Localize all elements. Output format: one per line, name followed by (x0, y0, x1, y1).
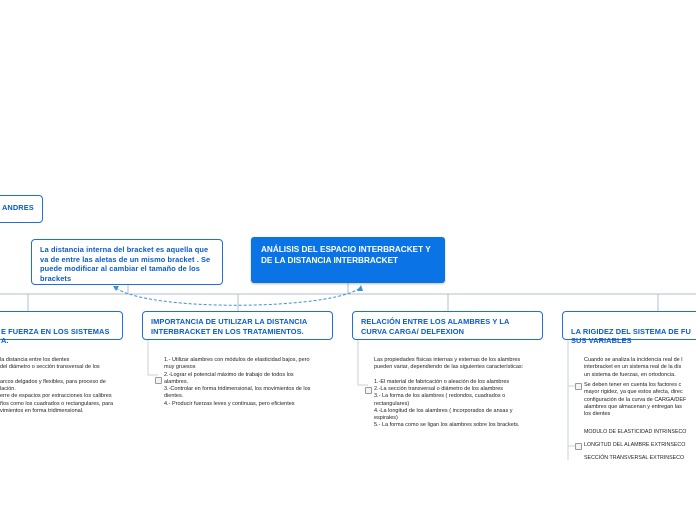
definition-text: La distancia interna del bracket es aquella que va de entre las aletas de un mismo bracket . Se puede modificar al cambiar el tamaño de los brackets (40, 245, 211, 283)
central-topic[interactable] (251, 237, 445, 283)
branch-fuerza-sistemas[interactable] (0, 311, 123, 346)
leaf-seccion-transversal[interactable]: SECCIÓN TRANSVERSAL EXTRINSECO (584, 455, 685, 461)
branch-relacion-alambres-text: Las propiedades físicas internas y externas de los alambres pueden variar, dependiendo de las siguientes características: 1.-El material de fabricación o aleación de los alambres 2.-La sección transversal o diámetro de los alambres 3.- La forma de los alambres ( redondos, cuadrados o rectangulares) 4.-La longitud de los alambres ( incorporados de ansas y espirales) 5.- La forma como se ligan los alambres sobre los brackets. (374, 357, 524, 429)
leaf-longitud-alambre[interactable]: LONGITUD DEL ALAMBRE EXTRINSECO (584, 442, 686, 448)
branch-importancia-title: IMPORTANCIA DE UTILIZAR LA DISTANCIA INTERBRACKET EN LOS TRATAMIENTOS. (151, 317, 308, 336)
branch-rigidez-sistema[interactable] (562, 311, 696, 346)
branch-fuerza-sistemas-text: la distancia entre los dientes del diámetro o sección transversal de los arcos delgados y flexibles, para proceso de lación. erre de espacios por extracciones los calibres ños como los cuadrados o rectangulares, para vimientos en forma tridimensional. (0, 357, 114, 414)
branch-rigidez-text-2: Se deben tener en cuenta los factores c mayor rigidez, ya que estos afecta, direc configuración de la curva de CARGA/DEF alambres que almacenan y entregan las los dientes (584, 382, 687, 417)
branch-rigidez-sistema-title: LA RIGIDEZ DEL SISTEMA DE FU SUS VARIABLES (571, 326, 691, 346)
andres-node[interactable] (0, 195, 43, 223)
note-checkbox-icon[interactable] (155, 377, 162, 384)
branch-rigidez-text-1: Cuando se analiza la incidencia real de l interbracket en un sistema real de la dis un sistema de fuerzas, en ortodoncia. (584, 357, 683, 378)
branch-relacion-alambres-title: RELACIÓN ENTRE LOS ALAMBRES Y LA CURVA CARGA/ DELFEXION (361, 317, 510, 336)
note-checkbox-icon[interactable] (575, 383, 582, 390)
branch-importancia-text: 1.- Utilizar alambres con módulos de elasticidad bajos, pero muy gruesos 2.-Lograr el potencial máximo de trabajo de todos los alambres. 3.-Controlar en forma tridimensional, los movimientos de los dientes. 4.- Producir fuerzas leves y continuas, pero eficientes (164, 357, 311, 407)
note-checkbox-icon[interactable] (365, 387, 372, 394)
branch-relacion-alambres[interactable] (352, 311, 543, 340)
central-topic-label: ANÁLISIS DEL ESPACIO INTERBRACKET Y DE LA DISTANCIA INTERBRACKET (261, 245, 431, 266)
andres-node-label: ANDRES (2, 203, 34, 212)
note-checkbox-icon[interactable] (575, 443, 582, 450)
branch-importancia[interactable] (142, 311, 333, 340)
leaf-modulo-elasticidad[interactable]: MODULO DE ELASTICIDAD INTRINSECO (584, 429, 687, 435)
definition-node[interactable] (31, 239, 223, 285)
branch-fuerza-sistemas-title: E FUERZA EN LOS SISTEMAS A. (1, 326, 110, 346)
